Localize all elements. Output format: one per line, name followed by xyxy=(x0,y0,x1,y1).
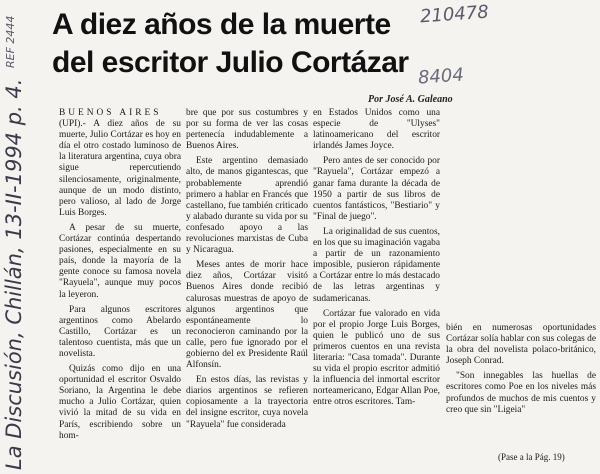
paragraph: bre que por sus costumbres y por su forma de ver las cosas pertenecía indudablemente a Buenos Aires. xyxy=(186,108,308,152)
paragraph: (UPI).- A diez años de su muerte, Julio Cortázar es hoy en día el otro costado luminoso de la literatura argentina, cuya obra sigue repercutiendo silenciosamente, originalmente, aunque de un modo distinto, pero valioso, al lado de Jorge Luis Borges. xyxy=(59,119,181,218)
paragraph: En estos días, las revistas y diarios argentinos se refieren copiosamente a la trayectoria del insigne escritor, cuya novela "Rayuela" fue considerada xyxy=(186,375,308,430)
continued-note: (Pase a la Pág. 19) xyxy=(498,452,565,462)
archive-code-handwritten: 210478 xyxy=(419,1,490,28)
paragraph: La originalidad de sus cuentos, en los que su imaginación vagaba a partir de un razonamiento imposible, pusieron rápidamente a Cortázar entre lo más destacado de las letras argentinas y sudamericanas. xyxy=(313,226,440,304)
paragraph: Cortázar fue valorado en vida por el propio Jorge Luis Borges, quien le publicó uno de sus primeros cuentos en una revista literaria: "Casa tomada". Durante su vida el propio escritor admitió la influencia del inmortal escritor norteamericano, Edgar Allan Poe, entre otros escritores. Tam- xyxy=(313,308,440,408)
source-note-handwritten: La Discusión, Chillán, 13-II-1994 p. 4. xyxy=(2,78,26,470)
stamp-number-handwritten: 8404 xyxy=(417,64,465,89)
column-4 xyxy=(446,323,596,420)
byline: Por José A. Galeano xyxy=(368,94,453,105)
headline-line-1: A diez años de la muerte xyxy=(52,8,391,41)
paragraph: Para algunos escritores argentinos como Abelardo Castillo, Cortázar es un talentoso cuentista, más que un novelista. xyxy=(59,304,181,359)
paragraph: en Estados Unidos como una especie de "Ulyses" latinoamericano del escritor irlandés James Joyce. xyxy=(313,108,440,152)
dateline: BUENOS AIRES xyxy=(59,108,162,118)
column-1 xyxy=(59,108,181,446)
paragraph: Meses antes de morir hace diez años, Cortázar visitó Buenos Aires donde recibió calurosas muestras de apoyo de algunos argentinos que espontáneamente lo reconocieron caminando por la calle, pero fue ignorado por el gobierno del ex Presidente Raúl Alfonsín. xyxy=(186,260,308,371)
paragraph: Pero antes de ser conocido por "Rayuela", Cortázar empezó a ganar fama durante la década de 1950 a partir de sus libros de cuentos fantásticos, "Bestiario" y "Final de juego". xyxy=(313,156,440,222)
paragraph: Quizás como dijo en una oportunidad el escritor Osvaldo Soriano, la Argentina le debe mucho a Julio Cortázar, quien vivió la mitad de su vida en París, escribiendo sobre un hom- xyxy=(59,364,181,441)
side-reference-handwritten: REF 2444 xyxy=(4,15,17,68)
column-3 xyxy=(313,108,440,412)
headline xyxy=(52,6,432,82)
paragraph: Este argentino demasiado alto, de manos gigantescas, que probablemente aprendió primero a hablar en Francés que castellano, fue también criticado y alabado durante su vida por su confesado apoyo a las revoluciones marxistas de Cuba y Nicaragua. xyxy=(186,156,308,256)
paragraph: "Son innegables las huellas de escritores como Poe en los niveles más profundos de muchos de mis cuentos y creo que sin "Ligeia" xyxy=(446,371,596,415)
paragraph: bién en numerosas oportunidades Cortázar solía hablar con sus colegas de la obra del novelista polaco-británico, Joseph Conrad. xyxy=(446,323,596,367)
column-2 xyxy=(186,108,308,435)
paragraph: A pesar de su muerte, Cortázar continúa despertando pasiones, especialmente en su país, donde la mayoría de la gente conoce su famosa novela "Rayuela", aunque muy pocos la leyeron. xyxy=(59,222,181,300)
headline-line-2: del escritor Julio Cortázar xyxy=(52,46,409,79)
